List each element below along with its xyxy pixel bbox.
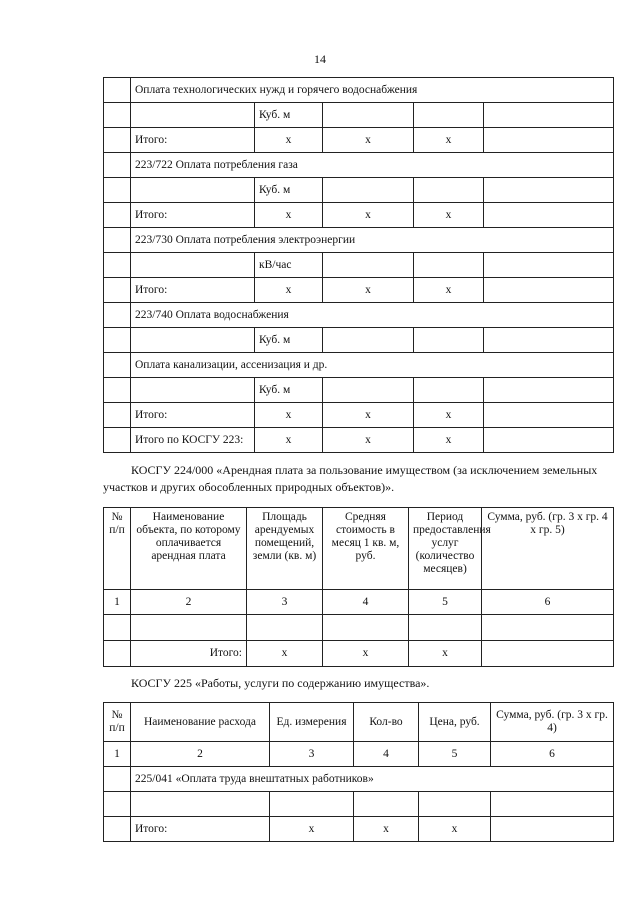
unit-cell: Куб. м (255, 103, 323, 128)
unit-row (104, 178, 614, 203)
empty-cell (484, 378, 614, 403)
x-mark: х (419, 817, 491, 842)
header-cell: Средняя стоимость в месяц 1 кв. м, руб. (323, 508, 409, 590)
kosgu-224-table (103, 507, 614, 667)
empty-cell (104, 103, 131, 128)
empty-cell (131, 615, 247, 641)
empty-cell (131, 253, 255, 278)
empty-cell (484, 328, 614, 353)
header-cell: Цена, руб. (419, 703, 491, 742)
total-row (104, 278, 614, 303)
empty-cell (104, 767, 131, 792)
empty-cell (323, 103, 414, 128)
x-mark: х (323, 641, 409, 667)
empty-cell (354, 792, 419, 817)
table-row (104, 792, 614, 817)
empty-cell (414, 103, 484, 128)
section-title: Оплата технологических нужд и горячего водоснабжения (131, 78, 614, 103)
x-mark: х (247, 641, 323, 667)
empty-cell (484, 178, 614, 203)
empty-cell (104, 615, 131, 641)
unit-row (104, 378, 614, 403)
section-title: 223/740 Оплата водоснабжения (131, 303, 614, 328)
table-header-row (104, 703, 614, 742)
section-row (104, 353, 614, 378)
column-number: 5 (409, 590, 482, 615)
column-number: 6 (491, 742, 614, 767)
empty-cell (104, 403, 131, 428)
section-row (104, 228, 614, 253)
kosgu-225-table (103, 702, 614, 842)
table-row (104, 615, 614, 641)
empty-cell (131, 328, 255, 353)
empty-cell (414, 178, 484, 203)
x-mark: х (255, 128, 323, 153)
empty-cell (104, 128, 131, 153)
total-label: Итого: (131, 203, 255, 228)
total-label: Итого: (131, 278, 255, 303)
column-number: 4 (323, 590, 409, 615)
column-number: 5 (419, 742, 491, 767)
empty-cell (482, 615, 614, 641)
empty-cell (104, 203, 131, 228)
empty-cell (419, 792, 491, 817)
empty-cell (247, 615, 323, 641)
section-row (104, 153, 614, 178)
column-number: 4 (354, 742, 419, 767)
column-number: 6 (482, 590, 614, 615)
section-title: 223/722 Оплата потребления газа (131, 153, 614, 178)
kosgu-225-paragraph: КОСГУ 225 «Работы, услуги по содержанию имущества». (131, 676, 430, 690)
x-mark: х (323, 128, 414, 153)
empty-cell (484, 403, 614, 428)
total-label: Итого: (131, 641, 247, 667)
empty-cell (484, 278, 614, 303)
empty-cell (104, 78, 131, 103)
unit-cell: Куб. м (255, 378, 323, 403)
x-mark: х (270, 817, 354, 842)
empty-cell (270, 792, 354, 817)
empty-cell (484, 128, 614, 153)
total-row (104, 203, 614, 228)
empty-cell (104, 817, 131, 842)
x-mark: х (414, 428, 484, 453)
total-row (104, 641, 614, 667)
empty-cell (414, 378, 484, 403)
kosgu-223-table (103, 77, 614, 453)
unit-cell: Куб. м (255, 178, 323, 203)
header-cell: Площадь арендуемых помещений, земли (кв. м) (247, 508, 323, 590)
empty-cell (491, 817, 614, 842)
empty-cell (414, 253, 484, 278)
x-mark: х (354, 817, 419, 842)
empty-cell (323, 178, 414, 203)
header-cell: № п/п (104, 703, 131, 742)
empty-cell (131, 103, 255, 128)
header-cell: Наименование расхода (131, 703, 270, 742)
empty-cell (104, 428, 131, 453)
empty-cell (104, 228, 131, 253)
section-row (104, 767, 614, 792)
empty-cell (414, 328, 484, 353)
table-header-row (104, 508, 614, 590)
x-mark: х (323, 428, 414, 453)
header-cell: № п/п (104, 508, 131, 590)
column-number: 3 (247, 590, 323, 615)
x-mark: х (323, 403, 414, 428)
empty-cell (484, 253, 614, 278)
unit-row (104, 103, 614, 128)
column-number: 1 (104, 742, 131, 767)
column-numbers-row (104, 742, 614, 767)
x-mark: х (255, 428, 323, 453)
header-cell: Наименование объекта, по которому оплачивается арендная плата (131, 508, 247, 590)
x-mark: х (323, 278, 414, 303)
unit-cell: кВ/час (255, 253, 323, 278)
header-cell: Сумма, руб. (гр. 3 х гр. 4) (491, 703, 614, 742)
empty-cell (484, 103, 614, 128)
empty-cell (482, 641, 614, 667)
empty-cell (323, 378, 414, 403)
empty-cell (131, 792, 270, 817)
total-row (104, 817, 614, 842)
column-number: 3 (270, 742, 354, 767)
empty-cell (409, 615, 482, 641)
total-label: Итого: (131, 817, 270, 842)
empty-cell (104, 641, 131, 667)
x-mark: х (414, 203, 484, 228)
total-row (104, 128, 614, 153)
total-row (104, 403, 614, 428)
header-cell: Период предоставления услуг (количество месяцев) (409, 508, 482, 590)
empty-cell (484, 203, 614, 228)
empty-cell (104, 178, 131, 203)
empty-cell (323, 615, 409, 641)
header-cell: Кол-во (354, 703, 419, 742)
empty-cell (104, 278, 131, 303)
empty-cell (104, 253, 131, 278)
unit-cell: Куб. м (255, 328, 323, 353)
section-row (104, 303, 614, 328)
empty-cell (104, 328, 131, 353)
empty-cell (491, 792, 614, 817)
empty-cell (323, 253, 414, 278)
x-mark: х (255, 403, 323, 428)
x-mark: х (255, 203, 323, 228)
section-title: Оплата канализации, ассенизация и др. (131, 353, 614, 378)
empty-cell (104, 353, 131, 378)
column-number: 1 (104, 590, 131, 615)
column-numbers-row (104, 590, 614, 615)
empty-cell (104, 792, 131, 817)
empty-cell (131, 178, 255, 203)
total-row (104, 428, 614, 453)
column-number: 2 (131, 590, 247, 615)
x-mark: х (409, 641, 482, 667)
column-number: 2 (131, 742, 270, 767)
empty-cell (131, 378, 255, 403)
empty-cell (104, 378, 131, 403)
empty-cell (484, 428, 614, 453)
total-label: Итого по КОСГУ 223: (131, 428, 255, 453)
x-mark: х (414, 403, 484, 428)
empty-cell (104, 303, 131, 328)
section-title: 223/730 Оплата потребления электроэнергии (131, 228, 614, 253)
page-number: 14 (314, 52, 326, 66)
total-label: Итого: (131, 128, 255, 153)
section-row (104, 78, 614, 103)
kosgu-224-paragraph: КОСГУ 224/000 «Арендная плата за пользование имуществом (за исключением земельных участков и других обособленных природных объектов)». (103, 463, 598, 494)
header-cell: Сумма, руб. (гр. 3 х гр. 4 х гр. 5) (482, 508, 614, 590)
empty-cell (104, 153, 131, 178)
x-mark: х (323, 203, 414, 228)
empty-cell (323, 328, 414, 353)
x-mark: х (414, 278, 484, 303)
unit-row (104, 253, 614, 278)
section-title: 225/041 «Оплата труда внештатных работников» (131, 767, 614, 792)
total-label: Итого: (131, 403, 255, 428)
x-mark: х (255, 278, 323, 303)
header-cell: Ед. измерения (270, 703, 354, 742)
unit-row (104, 328, 614, 353)
x-mark: х (414, 128, 484, 153)
